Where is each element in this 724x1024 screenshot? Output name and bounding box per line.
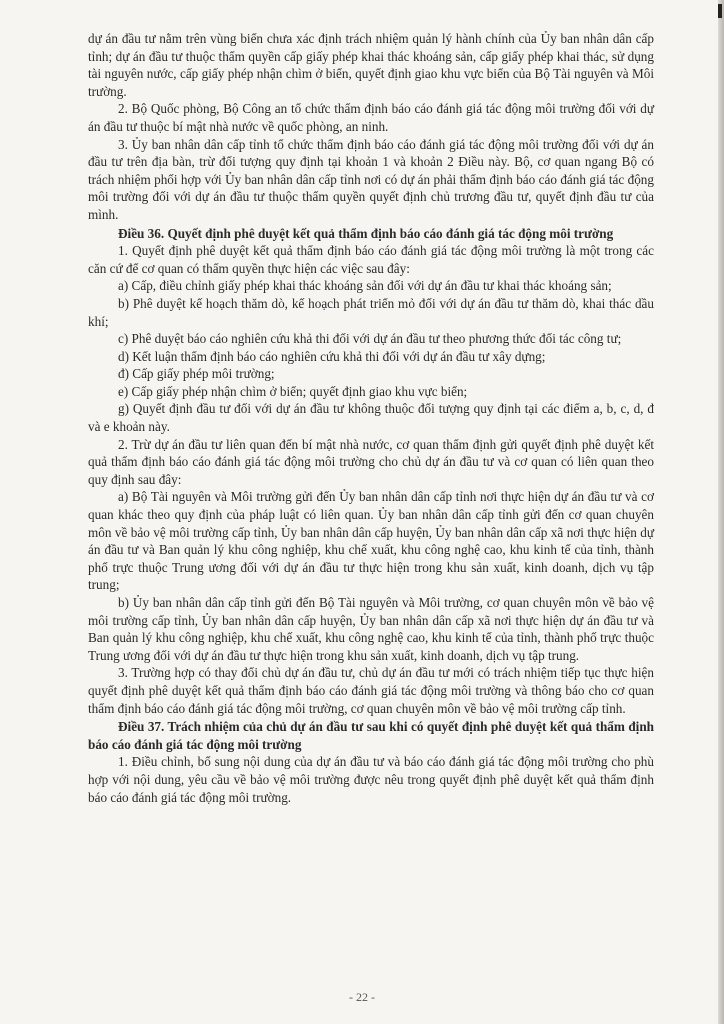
paragraph-article36-clause1: 1. Quyết định phê duyệt kết quả thẩm định báo cáo đánh giá tác động môi trường là một trong các căn cứ để cơ quan có thẩm quyền thực hiện các việc sau đây: bbox=[88, 243, 654, 276]
paragraph-article36-clause3: 3. Trường hợp có thay đổi chủ dự án đầu tư, chủ dự án đầu tư mới có trách nhiệm tiếp tục thực hiện quyết định phê duyệt kết quả thẩm định báo cáo đánh giá tác động môi trường và thông báo cho cơ quan thẩm định báo cáo đánh giá tác động môi trường, cơ quan chuyên môn về bảo vệ môi trường cấp tỉnh. bbox=[88, 665, 654, 716]
paragraph-article36-clause2: 2. Trừ dự án đầu tư liên quan đến bí mật nhà nước, cơ quan thẩm định gửi quyết định phê duyệt kết quả thẩm định báo cáo đánh giá tác động môi trường cho chủ dự án đầu tư và cơ quan có liên quan theo quy định sau đây: bbox=[88, 436, 654, 487]
paragraph-article35-clause3: 3. Ủy ban nhân dân cấp tỉnh tổ chức thẩm định báo cáo đánh giá tác động môi trường đối với dự án đầu tư trên địa bàn, trừ đối tượng quy định tại khoản 1 và khoản 2 Điều này. Bộ, cơ quan ngang Bộ có trách nhiệm phối hợp với Ủy ban nhân dân cấp tỉnh nơi có dự án phải thẩm định báo cáo đánh giá tác động môi trường đối với dự án đầu tư thuộc thẩm quyền quyết định chủ trương đầu tư, quyết định đầu tư của mình. bbox=[88, 136, 654, 222]
article-36-heading: Điều 36. Quyết định phê duyệt kết quả thẩm định báo cáo đánh giá tác động môi trường bbox=[118, 225, 614, 241]
paragraph-article35-clause2: 2. Bộ Quốc phòng, Bộ Công an tổ chức thẩm định báo cáo đánh giá tác động môi trường đối với dự án đầu tư thuộc bí mật nhà nước về quốc phòng, an ninh. bbox=[88, 101, 654, 134]
paragraph-article36-clause1-g: g) Quyết định đầu tư đối với dự án đầu tư không thuộc đối tượng quy định tại các điểm a, b, c, d, đ và e khoản này. bbox=[88, 401, 654, 435]
paragraph-article36-clause1-d: d) Kết luận thẩm định báo cáo nghiên cứu khả thi đối với dự án đầu tư xây dựng; bbox=[118, 348, 546, 364]
scan-edge bbox=[718, 0, 724, 1024]
paragraph-article36-clause2-b: b) Ủy ban nhân dân cấp tỉnh gửi đến Bộ Tài nguyên và Môi trường, cơ quan chuyên môn về bảo vệ môi trường cấp tỉnh, Ủy ban nhân dân cấp huyện, Ủy ban nhân dân cấp xã nơi thực hiện dự án đầu tư và Ban quản lý khu công nghiệp, khu chế xuất, khu công nghệ cao, khu kinh tế của tỉnh, thành phố trực thuộc Trung ương đối với dự án đầu tư thực hiện trong khu sản xuất, kinh doanh, dịch vụ tập trung. bbox=[88, 595, 654, 663]
paragraph-article36-clause1-c: c) Phê duyệt báo cáo nghiên cứu khả thi đối với dự án đầu tư theo phương thức đối tác công tư; bbox=[118, 331, 622, 347]
page-number: - 22 - bbox=[349, 990, 375, 1004]
paragraph-article36-clause1-e: e) Cấp giấy phép nhận chìm ở biển; quyết định giao khu vực biển; bbox=[118, 383, 468, 399]
paragraph-article36-clause1-dd: đ) Cấp giấy phép môi trường; bbox=[118, 366, 275, 382]
article-37-heading: Điều 37. Trách nhiệm của chủ dự án đầu tư sau khi có quyết định phê duyệt kết quả thẩm định báo cáo đánh giá tác động môi trường bbox=[88, 719, 654, 752]
paragraph-article36-clause2-a: a) Bộ Tài nguyên và Môi trường gửi đến Ủy ban nhân dân cấp tỉnh nơi thực hiện dự án đầu tư và cơ quan khác theo quy định của pháp luật có liên quan. Ủy ban nhân dân cấp tỉnh gửi đến cơ quan chuyên môn về bảo vệ môi trường cấp tỉnh, Ủy ban nhân dân cấp huyện, Ủy ban nhân dân cấp xã nơi thực hiện dự án đầu tư và Ban quản lý khu công nghiệp, khu chế xuất, khu công nghệ cao, khu kinh tế của tỉnh, thành phố trực thuộc Trung ương đối với dự án đầu tư thực hiện trong khu sản xuất, kinh doanh, dịch vụ tập trung; bbox=[88, 489, 654, 593]
document-page bbox=[88, 30, 654, 806]
paragraph-article36-clause1-a: a) Cấp, điều chỉnh giấy phép khai thác khoáng sản đối với dự án đầu tư khai thác khoáng sản; bbox=[118, 278, 612, 294]
paragraph-article37-clause1: 1. Điều chỉnh, bổ sung nội dung của dự án đầu tư và báo cáo đánh giá tác động môi trường cho phù hợp với nội dung, yêu cầu về bảo vệ môi trường được nêu trong quyết định phê duyệt kết quả thẩm định báo cáo đánh giá tác động môi trường. bbox=[88, 754, 654, 805]
paragraph-article36-clause1-b: b) Phê duyệt kế hoạch thăm dò, kế hoạch phát triển mỏ đối với dự án đầu tư thăm dò, khai thác dầu khí; bbox=[88, 295, 654, 329]
scan-mark bbox=[718, 4, 722, 18]
paragraph-article35-clause1-cont: dự án đầu tư nằm trên vùng biển chưa xác định trách nhiệm quản lý hành chính của Ủy ban nhân dân cấp tỉnh; dự án đầu tư thuộc thẩm quyền cấp giấy phép khai thác khoáng sản, cấp giấy phép khai thác, sử dụng tài nguyên nước, cấp giấy phép nhận chìm ở biển, quyết định giao khu vực biển của Bộ Tài nguyên và Môi trường. bbox=[88, 31, 654, 99]
